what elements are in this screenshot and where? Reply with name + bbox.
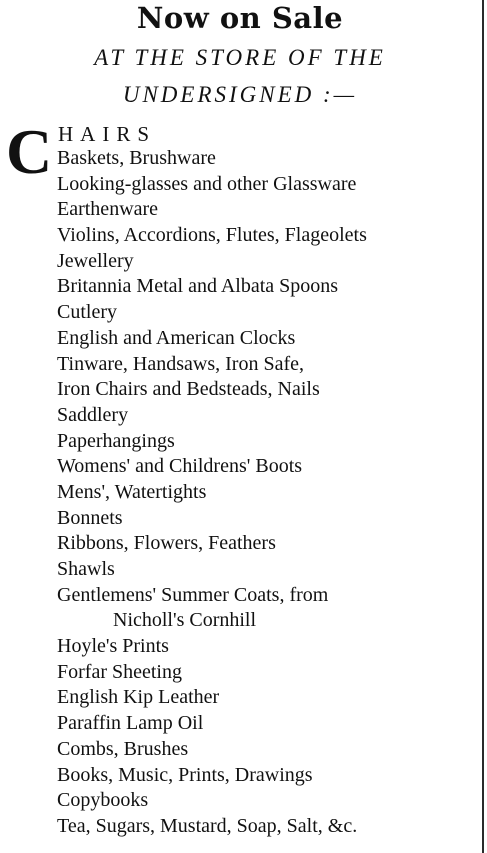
list-item: Womens' and Childrens' Boots (57, 455, 303, 478)
list-item: Mens', Watertights (57, 480, 207, 503)
list-item: Copybooks (57, 789, 149, 812)
list-item: Gentlemens' Summer Coats, from (57, 583, 329, 606)
list-item: Paperhangings (57, 429, 175, 452)
list-item: Baskets, Brushware (57, 147, 216, 169)
list-item: Shawls (57, 558, 115, 580)
list-item: Tinware, Handsaws, Iron Safe, (57, 352, 304, 375)
list-item: English and American Clocks (57, 326, 296, 349)
list-item-continuation: Nicholl's Cornhill (113, 609, 257, 632)
list-item: Hoyle's Prints (57, 635, 169, 658)
list-item: Paraffin Lamp Oil (57, 712, 204, 735)
list-item: Books, Music, Prints, Drawings (57, 763, 313, 786)
list-item: English Kip Leather (57, 686, 220, 709)
list-item: Bonnets (57, 506, 123, 529)
list-item: Looking-glasses and other Glassware (57, 172, 357, 195)
list-item: Britannia Metal and Albata Spoons (57, 275, 339, 298)
subheading-line-1: AT THE STORE OF THE (94, 45, 386, 70)
list-item: Combs, Brushes (57, 737, 189, 760)
drop-cap: C (6, 116, 53, 187)
list-item: Earthenware (57, 198, 159, 221)
subheading-line-2: UNDERSIGNED :— (122, 82, 358, 107)
list-item: Cutlery (57, 301, 117, 324)
item-list (57, 146, 367, 840)
headline: Now on Sale (136, 1, 344, 35)
list-item: Violins, Accordions, Flutes, Flageolets (57, 224, 367, 247)
list-item: Tea, Sugars, Mustard, Soap, Salt, &c. (57, 814, 358, 837)
list-item: Jewellery (57, 249, 134, 272)
list-item: Iron Chairs and Bedsteads, Nails (57, 378, 320, 401)
list-item: Ribbons, Flowers, Feathers (57, 532, 276, 555)
first-item-rest: HAIRS (58, 122, 157, 146)
column-rule (482, 0, 484, 853)
list-item: Saddlery (57, 403, 129, 426)
list-item: Forfar Sheeting (57, 660, 182, 683)
